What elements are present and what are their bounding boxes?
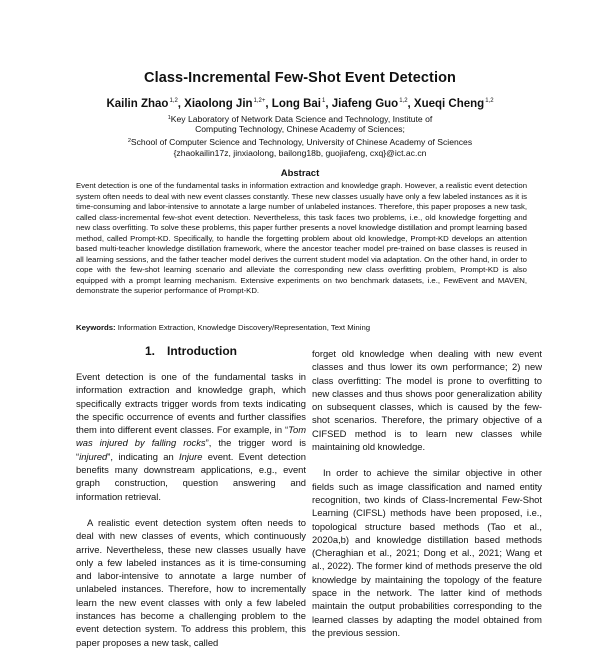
intro-paragraph-4: In order to achieve the similar objective in other fields such as image classification and named entity recognition, two kinds of Class-Incremental Few-Shot Learning (CIFSL) methods have been proposed, i.e., topological structure based methods (Tao et al., 2020a,b) and knowledge distillation based methods (Cheraghian et al., 2021; Dong et al., 2021; Wang et al., 2022). The former kind of methods preserve the old knowledge by maintaining the topology of the feature space in the network. The latter kind of methods maintain the output probabilities corresponding to the learned classes by adapting the model obtained from the previous session. xyxy=(312,467,542,638)
author: Xiaolong Jin$^{1,2+}$ xyxy=(184,98,266,110)
author: Kailin Zhao$^{1,2}$ xyxy=(106,98,178,110)
intro-paragraph-2: A realistic event detection system often needs to deal with new classes of events, which continuously arrive. Nevertheless, these new classes usually have only a few labeled instances as it is time-consuming and labor-intensive to annotate a large number of unlabeled instances. Therefore, how to incrementally learn the new event classes with only a few labeled instances has become a challenging problem to the event detection system. To address this problem, this paper proposes a new task, called xyxy=(76,516,306,648)
intro-paragraph-1: Event detection is one of the fundamental tasks in information extraction and knowledge graph, which specifically extracts trigger words from texts indicating the specific occurrence of events and further classifies them into different event classes. For example, in “Tom was injured by falling rocks”, the trigger word is “injured”, indicating an Injure event. Event detection benefits many downstream applications, e.g., event graph construction, question answering and information retrieval. xyxy=(76,371,306,502)
abstract-heading: Abstract xyxy=(280,168,320,179)
affiliation-1-line-2: Computing Technology, Chinese Academy of Sciences; xyxy=(195,124,405,134)
author-list: Kailin Zhao$^{1,2}$, Xiaolong Jin$^{1,2+}$, Long Bai$^1$, Jiafeng Guo$^{1,2}$, Xueqi Cheng$^{1,2}$ xyxy=(106,98,494,110)
intro-paragraph-3: forget old knowledge when dealing with new event classes and thus lower its own performance; 2) new class overfitting: The model is prone to overfitting to new classes and thus shows poor generalization ability on subsequent classes, which is caused by the few-shot scenarios. Therefore, the primary objective of a CIFSED method is to learn new classes while maintaining old knowledge. xyxy=(312,348,542,453)
left-column xyxy=(76,345,306,649)
keywords-text: Information Extraction, Knowledge Discovery/Representation, Text Mining xyxy=(117,323,371,332)
affiliation-2: $^2$School of Computer Science and Technology, University of Chinese Academy of Sciences xyxy=(127,137,473,147)
section-heading: 1. Introduction xyxy=(145,344,237,358)
author-emails: {zhaokailin17z, jinxiaolong, bailong18b, guojiafeng, cxq}@ict.ac.cn xyxy=(173,148,427,158)
abstract-text: Event detection is one of the fundamental tasks in information extraction and knowledge graph. However, a realistic event detection system often needs to deal with new event classes constantly. These new classes usually have only a few labeled instances as it is time-consuming and labor-intensive to annotate a large number of unlabeled instances. Therefore, this paper proposes a new task, called class-incremental few-shot event detection. Nevertheless, this task faces two problems, i.e., old knowledge forgetting and new class overfitting. To solve these problems, this paper further presents a novel knowledge distillation and prompt learning based method, called Prompt-KD. Specifically, to handle the forgetting problem about old knowledge, Prompt-KD develops an attention based multi-teacher knowledge distillation framework, where the ancestor teacher model pre-trained on base classes is reused in all learning sessions, and the father teacher model derives the current student model via adaptation. On the other hand, in order to cope with the few-shot learning scenario and alleviate the corresponding new class overfitting problem, Prompt-KD is also equipped with a prompt learning mechanism. Extensive experiments on two benchmark datasets, i.e., FewEvent and MAVEN, demonstrate the superior performance of Prompt-KD. xyxy=(76,181,527,295)
right-column xyxy=(312,347,542,639)
author: Long Bai$^1$ xyxy=(271,98,326,110)
affiliation-1-line-1: $^1$Key Laboratory of Network Data Science and Technology, Institute of xyxy=(167,114,433,124)
paper-title: Class-Incremental Few-Shot Event Detection xyxy=(144,70,456,86)
author: Jiafeng Guo$^{1,2}$ xyxy=(331,98,408,110)
keywords xyxy=(76,323,527,332)
keywords-label: Keywords: xyxy=(76,323,116,332)
author: Xueqi Cheng$^{1,2}$ xyxy=(413,98,494,110)
